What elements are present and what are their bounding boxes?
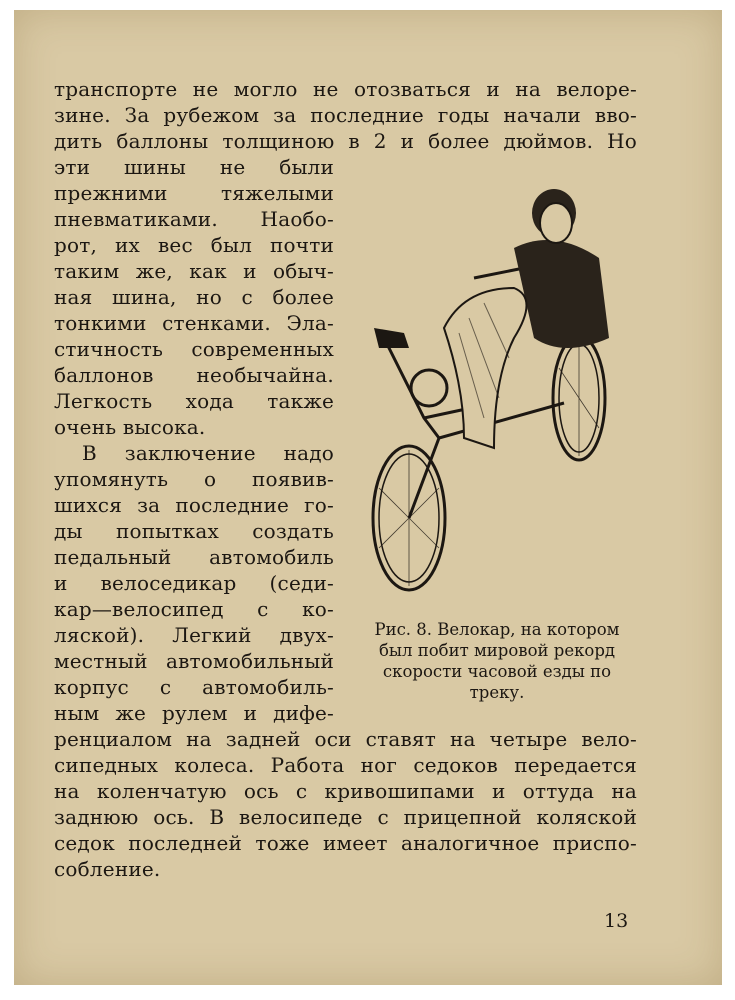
text-line: упомянуть о появив- xyxy=(54,467,334,491)
paragraph-left-column xyxy=(54,154,334,726)
text-line: собление. xyxy=(54,857,161,881)
text-line: ренциалом на задней оси ставят на четыре вело- xyxy=(54,727,637,751)
text-line: тонкими стенками. Эла- xyxy=(54,311,334,335)
text-line: шихся за последние го- xyxy=(54,493,334,517)
text-line: таким же, как и обыч- xyxy=(54,259,334,283)
text-line: Легкость хода также xyxy=(54,389,334,413)
text-line: кар—велосипед с ко- xyxy=(54,597,334,621)
paragraph-top xyxy=(54,76,637,154)
caption-line: скорости часовой езды по xyxy=(382,662,612,681)
text-line: зине. За рубежом за последние годы начали вво- xyxy=(54,103,637,127)
velocar-drawing xyxy=(364,188,644,608)
text-line: баллонов необычайна. xyxy=(54,363,334,387)
text-line: эти шины не были xyxy=(54,155,334,179)
text-line: дить баллоны толщиною в 2 и более дюймов. Но xyxy=(54,129,637,153)
text-line: местный автомобильный xyxy=(54,649,334,673)
text-line: седок последней тоже имеет аналогичное приспо- xyxy=(54,831,637,855)
page-number: 13 xyxy=(604,910,629,932)
text-line: ная шина, но с более xyxy=(54,285,334,309)
text-line: ным же рулем и дифе- xyxy=(54,701,334,725)
text-line: сипедных колеса. Работа ног седоков передается xyxy=(54,753,637,777)
text-line: и велоседикар (седи- xyxy=(54,571,334,595)
paragraph-bottom xyxy=(54,726,637,882)
text-line: корпус с автомобиль- xyxy=(54,675,334,699)
text-line: стичность современных xyxy=(54,337,334,361)
figure-caption xyxy=(354,619,640,703)
text-line: очень высока. xyxy=(54,415,206,439)
text-line: прежними тяжелыми xyxy=(54,181,334,205)
text-line: рот, их вес был почти xyxy=(54,233,334,257)
paragraph-indent-line: В заключение надо xyxy=(82,441,334,465)
text-line: транспорте не могло не отозваться и на велоре- xyxy=(54,77,637,101)
text-line: ляской). Легкий двух- xyxy=(54,623,334,647)
caption-line: был побит мировой рекорд xyxy=(378,641,616,660)
caption-line: треку. xyxy=(469,683,525,702)
text-line: ды попытках создать xyxy=(54,519,334,543)
text-line: педальный автомобиль xyxy=(54,545,334,569)
velocar-illustration xyxy=(364,188,644,608)
text-line: пневматиками. Наобо- xyxy=(54,207,334,231)
text-line: на коленчатую ось с кривошипами и оттуда на xyxy=(54,779,637,803)
caption-line: Рис. 8. Велокар, на котором xyxy=(374,620,620,639)
book-page xyxy=(14,10,722,985)
text-line: заднюю ось. В велосипеде с прицепной коляской xyxy=(54,805,637,829)
